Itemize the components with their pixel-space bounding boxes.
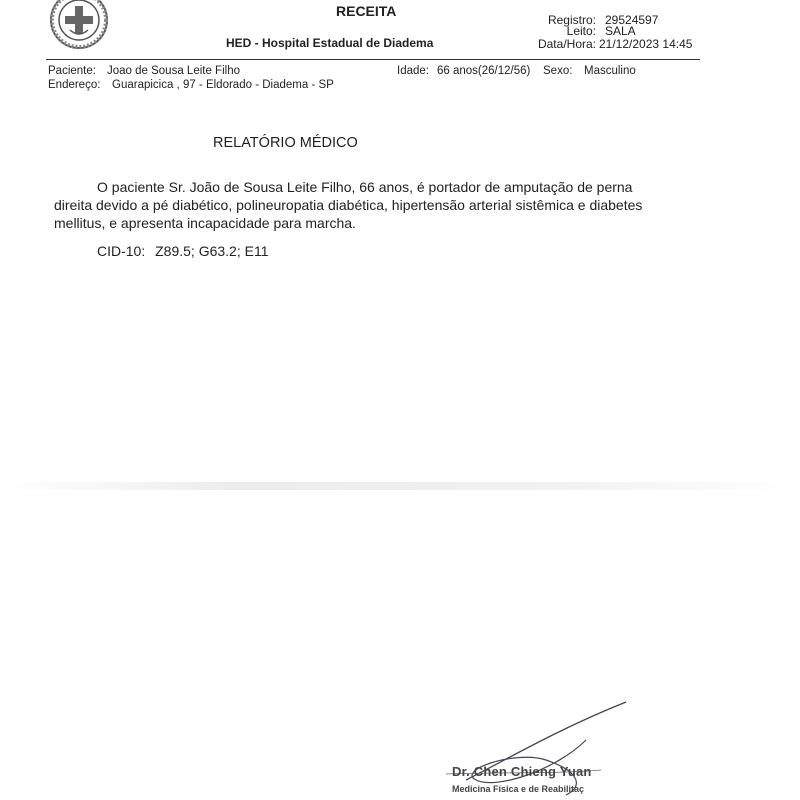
- hospital-seal-icon: [48, 0, 110, 54]
- sexo-label: Sexo:: [543, 65, 573, 77]
- signature-role: Medicina Física e de Reabilitaç: [452, 784, 585, 794]
- cid-code: [97, 243, 269, 259]
- signature-name: Dr. Chen Chieng Yuan: [452, 764, 592, 779]
- cid-label: CID-10:: [97, 243, 146, 259]
- datahora-value: 21/12/2023 14:45: [599, 37, 693, 51]
- registro-value: 29524597: [605, 13, 659, 27]
- paciente-value: Joao de Sousa Leite Filho: [107, 65, 240, 77]
- endereco-label: Endereço:: [48, 79, 101, 91]
- endereco-value: Guarapicica , 97 - Eldorado - Diadema - SP: [112, 79, 334, 91]
- idade-value: 66 anos(26/12/56): [437, 65, 531, 77]
- leito-value: SALA: [605, 24, 636, 38]
- registro-label: Registro:: [547, 13, 596, 27]
- header-divider: [46, 59, 700, 60]
- paciente-label: Paciente:: [48, 65, 96, 77]
- idade-label: Idade:: [397, 65, 429, 77]
- report-title: RELATÓRIO MÉDICO: [213, 135, 358, 151]
- report-line: mellitus, e apresenta incapacidade para marcha.: [54, 215, 356, 231]
- datahora-label: Data/Hora:: [537, 37, 596, 51]
- document-title: RECEITA: [336, 3, 397, 19]
- leito-label: Leito:: [566, 24, 596, 38]
- hospital-name: HED - Hospital Estadual de Diadema: [226, 36, 434, 50]
- report-line: O paciente Sr. João de Sousa Leite Filho, 66 anos, é portador de amputação de perna: [97, 179, 633, 195]
- report-line: direita devido a pé diabético, polineuropatia diabética, hipertensão arterial sistêmica e diabetes: [54, 197, 643, 213]
- sexo-value: Masculino: [584, 65, 636, 77]
- scan-smudge: [0, 482, 800, 490]
- report-body: [54, 178, 687, 232]
- cid-value: Z89.5; G63.2; E11: [155, 243, 269, 259]
